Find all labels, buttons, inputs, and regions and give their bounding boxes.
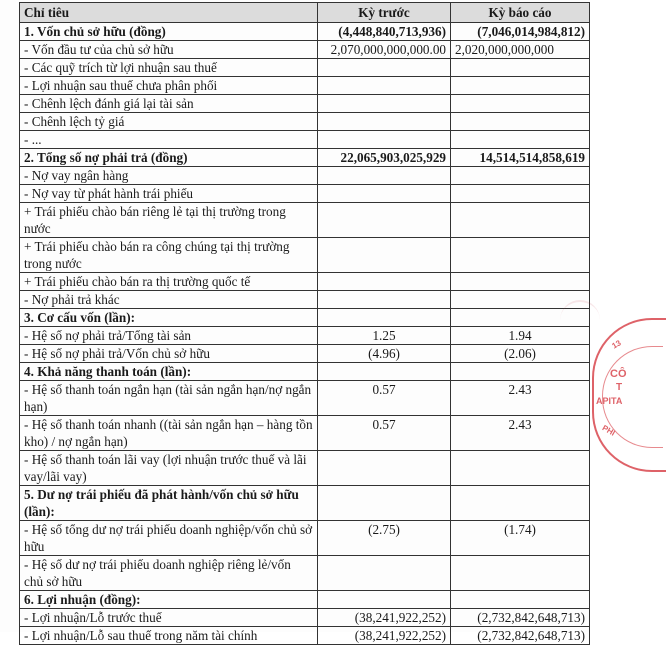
row-previous	[318, 95, 451, 113]
row-label: 4. Khả năng thanh toán (lần):	[20, 363, 318, 381]
table-row	[20, 609, 590, 627]
table-header-row	[20, 3, 590, 23]
row-previous	[318, 486, 451, 521]
row-previous	[318, 556, 451, 591]
header-indicator: Chỉ tiêu	[20, 3, 318, 23]
row-label: - Hệ số thanh toán lãi vay (lợi nhuận trước thuế và lãi vay/lãi vay)	[20, 451, 318, 486]
row-report	[451, 363, 590, 381]
row-report: (1.74)	[451, 521, 590, 556]
row-report	[451, 185, 590, 203]
table-row	[20, 273, 590, 291]
table-row	[20, 309, 590, 327]
row-previous: 0.57	[318, 381, 451, 416]
row-report: (2,732,842,648,713)	[451, 627, 590, 645]
table-row	[20, 95, 590, 113]
row-previous	[318, 167, 451, 185]
table-row	[20, 41, 590, 59]
row-label: - Lợi nhuận/Lỗ trước thuế	[20, 609, 318, 627]
seal-text-fragment: PHI	[600, 423, 617, 438]
row-previous	[318, 77, 451, 95]
table-row	[20, 486, 590, 521]
row-previous: (2.75)	[318, 521, 451, 556]
row-previous: 0.57	[318, 416, 451, 451]
table-row	[20, 521, 590, 556]
row-label: 5. Dư nợ trái phiếu đã phát hành/vốn chủ sở hữu (lần):	[20, 486, 318, 521]
row-report	[451, 486, 590, 521]
row-label: - Nợ vay từ phát hành trái phiếu	[20, 185, 318, 203]
table-row	[20, 149, 590, 167]
seal-text-fragment: T	[616, 382, 623, 393]
row-previous	[318, 203, 451, 238]
table-row	[20, 627, 590, 645]
row-previous	[318, 291, 451, 309]
row-previous: (4,448,840,713,936)	[318, 23, 451, 41]
row-label: - Chênh lệch đánh giá lại tài sản	[20, 95, 318, 113]
row-previous	[318, 309, 451, 327]
row-previous	[318, 591, 451, 609]
seal-text-fragment: APITA	[596, 396, 623, 406]
table-row	[20, 203, 590, 238]
row-report	[451, 167, 590, 185]
table-row	[20, 167, 590, 185]
table-row	[20, 291, 590, 309]
row-label: 3. Cơ cấu vốn (lần):	[20, 309, 318, 327]
row-label: - Hệ số thanh toán nhanh ((tài sản ngắn hạn – hàng tồn kho) / nợ ngắn hạn)	[20, 416, 318, 451]
row-label: - Hệ số tổng dư nợ trái phiếu doanh nghiệp/vốn chủ sở hữu	[20, 521, 318, 556]
row-report: (2,732,842,648,713)	[451, 609, 590, 627]
row-label: - Nợ phải trả khác	[20, 291, 318, 309]
row-report	[451, 556, 590, 591]
row-previous	[318, 59, 451, 77]
row-previous: 22,065,903,025,929	[318, 149, 451, 167]
row-label: - Lợi nhuận/Lỗ sau thuế trong năm tài chính	[20, 627, 318, 645]
row-report	[451, 273, 590, 291]
row-label: - Chênh lệch tỷ giá	[20, 113, 318, 131]
row-label: - Nợ vay ngân hàng	[20, 167, 318, 185]
table-row	[20, 59, 590, 77]
row-previous: (4.96)	[318, 345, 451, 363]
table-row	[20, 591, 590, 609]
row-previous	[318, 363, 451, 381]
table-row	[20, 345, 590, 363]
row-previous	[318, 238, 451, 273]
row-label: + Trái phiếu chào bán ra thị trường quốc tế	[20, 273, 318, 291]
row-label: 6. Lợi nhuận (đồng):	[20, 591, 318, 609]
table-row	[20, 77, 590, 95]
row-label: - Lợi nhuận sau thuế chưa phân phối	[20, 77, 318, 95]
row-label: - ...	[20, 131, 318, 149]
row-report	[451, 238, 590, 273]
row-report	[451, 95, 590, 113]
row-previous: 1.25	[318, 327, 451, 345]
row-report	[451, 451, 590, 486]
row-report	[451, 77, 590, 95]
row-label: - Hệ số nợ phải trả/Tổng tài sản	[20, 327, 318, 345]
row-label: - Vốn đầu tư của chủ sở hữu	[20, 41, 318, 59]
row-report: 2.43	[451, 381, 590, 416]
table-row	[20, 327, 590, 345]
row-previous	[318, 131, 451, 149]
row-previous	[318, 185, 451, 203]
row-report	[451, 59, 590, 77]
row-previous: 2,070,000,000,000.00	[318, 41, 451, 59]
row-report	[451, 591, 590, 609]
table-row	[20, 185, 590, 203]
row-label: + Trái phiếu chào bán riêng lẻ tại thị trường trong nước	[20, 203, 318, 238]
row-label: - Hệ số dư nợ trái phiếu doanh nghiệp riêng lẻ/vốn chủ sở hữu	[20, 556, 318, 591]
table-row	[20, 363, 590, 381]
table-row	[20, 416, 590, 451]
row-report	[451, 113, 590, 131]
table-row	[20, 23, 590, 41]
row-previous: (38,241,922,252)	[318, 609, 451, 627]
row-report	[451, 203, 590, 238]
row-previous	[318, 113, 451, 131]
row-previous: (38,241,922,252)	[318, 627, 451, 645]
table-row	[20, 451, 590, 486]
row-report: 14,514,514,858,619	[451, 149, 590, 167]
table-row	[20, 556, 590, 591]
row-previous	[318, 451, 451, 486]
row-report: 2.43	[451, 416, 590, 451]
table-row	[20, 131, 590, 149]
faint-stamp-arc	[560, 300, 600, 326]
header-report-period: Kỳ báo cáo	[451, 3, 590, 23]
financial-indicators-table	[19, 2, 590, 645]
table-row	[20, 381, 590, 416]
seal-text-fragment: 13	[610, 338, 623, 351]
table-row	[20, 238, 590, 273]
row-report: (2.06)	[451, 345, 590, 363]
row-label: 2. Tổng số nợ phải trả (đồng)	[20, 149, 318, 167]
row-report: 2,020,000,000,000	[451, 41, 590, 59]
row-report: (7,046,014,984,812)	[451, 23, 590, 41]
row-label: - Các quỹ trích từ lợi nhuận sau thuế	[20, 59, 318, 77]
row-label: - Hệ số nợ phải trả/Vốn chủ sở hữu	[20, 345, 318, 363]
row-label: + Trái phiếu chào bán ra công chúng tại thị trường trong nước	[20, 238, 318, 273]
row-report	[451, 131, 590, 149]
header-previous-period: Kỳ trước	[318, 3, 451, 23]
row-previous	[318, 273, 451, 291]
table-row	[20, 113, 590, 131]
seal-text-fragment: CÔ	[610, 368, 627, 380]
row-label: 1. Vốn chủ sở hữu (đồng)	[20, 23, 318, 41]
row-report: 1.94	[451, 327, 590, 345]
company-seal	[592, 318, 666, 472]
row-label: - Hệ số thanh toán ngắn hạn (tài sản ngắn hạn/nợ ngắn hạn)	[20, 381, 318, 416]
